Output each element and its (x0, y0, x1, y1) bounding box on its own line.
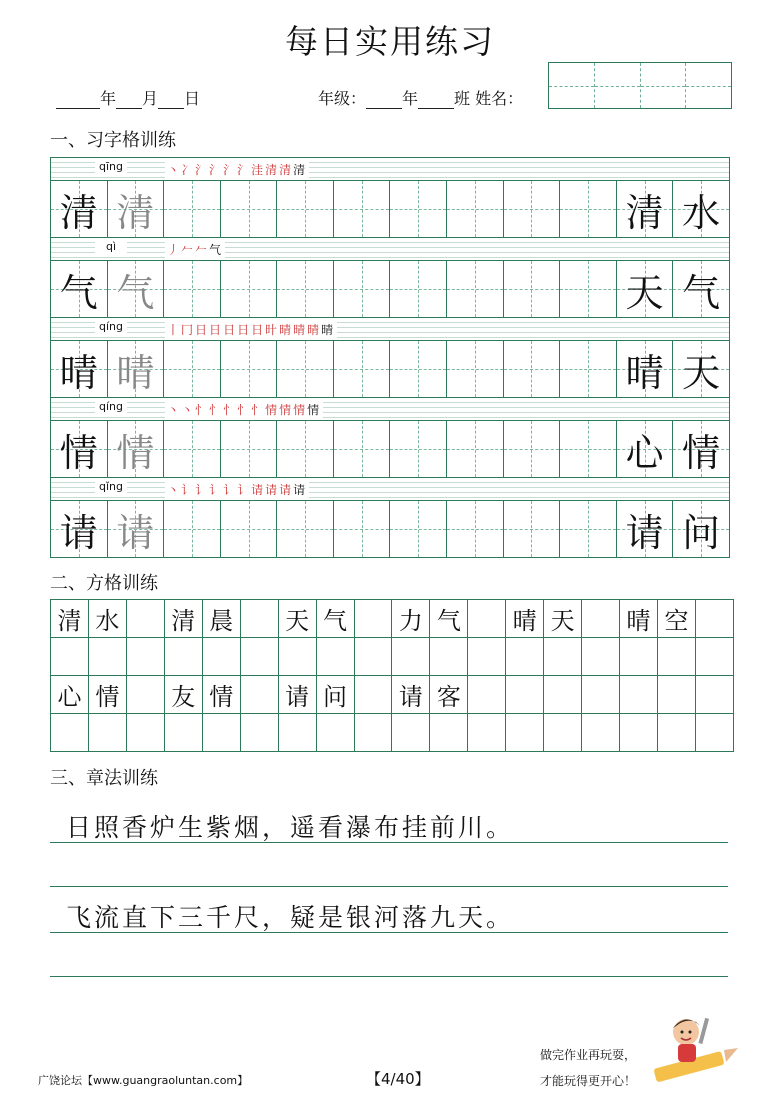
page-title: 每日实用练习 (285, 22, 495, 61)
square-cell[interactable] (279, 638, 317, 675)
grade-line (318, 86, 523, 109)
tian-grid-cell[interactable] (51, 341, 108, 397)
square-cell[interactable] (355, 638, 393, 675)
pinyin-row (51, 158, 729, 181)
square-row (51, 714, 733, 751)
square-cell[interactable] (355, 714, 393, 751)
writing-line (50, 976, 728, 977)
stroke-step: 情 (279, 403, 294, 417)
square-cell[interactable] (203, 638, 241, 675)
grid-character: 清 (625, 190, 664, 235)
motto-line-2: 才能玩得更开心！ (540, 1074, 637, 1088)
pencil-boy-illustration (648, 1010, 740, 1092)
stroke-step: 讠 (223, 483, 238, 497)
square-cell[interactable]: 晴 (506, 600, 544, 637)
tian-grid-cell[interactable] (504, 501, 561, 557)
tian-grid-cell[interactable] (51, 421, 108, 477)
stroke-step: 氵 (209, 163, 224, 177)
stroke-step: 忄 (237, 403, 252, 417)
stroke-step: 讠 (209, 483, 224, 497)
square-cell[interactable] (165, 714, 203, 751)
stroke-step: 清 (293, 163, 308, 177)
stroke-step: 忄 (223, 403, 238, 417)
date-line (56, 86, 200, 109)
square-cell[interactable] (392, 714, 430, 751)
sentence-2: 飞流直下三千尺，疑是银河落九天。 (66, 903, 515, 932)
tian-grid-cell[interactable] (221, 341, 278, 397)
tian-grid-cell[interactable] (277, 341, 334, 397)
square-cell[interactable] (317, 714, 355, 751)
grid-character: 水 (682, 190, 721, 235)
tian-grid-cell[interactable] (447, 181, 504, 237)
stroke-step: 丶 (167, 403, 182, 417)
sentence-1: 日照香炉生紫烟，遥看瀑布挂前川。 (66, 813, 515, 842)
tian-grid-cell[interactable] (51, 501, 108, 557)
character-cell-row (51, 501, 729, 557)
tian-grid-cell[interactable] (390, 501, 447, 557)
pinyin-label: qíng (95, 400, 127, 413)
stroke-order (165, 321, 337, 338)
practice-grid (50, 157, 730, 558)
stroke-step: 请 (279, 483, 294, 497)
stroke-step: 旪 (265, 323, 280, 337)
square-cell[interactable]: 气 (317, 600, 355, 637)
tian-grid-cell[interactable] (277, 181, 334, 237)
square-cell[interactable]: 客 (430, 676, 468, 713)
square-cell[interactable]: 清 (165, 600, 203, 637)
grid-character: 请 (116, 510, 155, 555)
class-blank[interactable] (418, 92, 454, 109)
tian-grid-cell[interactable] (334, 501, 391, 557)
character-cell-row (51, 341, 729, 398)
tian-grid-cell[interactable] (334, 421, 391, 477)
tian-grid-cell[interactable] (277, 501, 334, 557)
tian-grid-cell[interactable] (560, 261, 617, 317)
tian-grid-cell[interactable] (164, 181, 221, 237)
square-cell[interactable] (582, 600, 620, 637)
square-cell[interactable] (241, 676, 279, 713)
square-cell[interactable] (506, 638, 544, 675)
square-grid (50, 599, 734, 752)
stroke-step: 日 (223, 323, 238, 337)
name-grid[interactable] (548, 62, 732, 109)
stroke-step: 请 (265, 483, 280, 497)
grade-blank[interactable] (366, 92, 402, 109)
tian-grid-cell[interactable] (673, 421, 729, 477)
grid-character: 气 (682, 270, 721, 315)
square-cell[interactable] (696, 600, 733, 637)
square-cell[interactable]: 天 (544, 600, 582, 637)
grid-character: 清 (59, 190, 98, 235)
tian-grid-cell[interactable] (334, 261, 391, 317)
stroke-step: 丿 (167, 243, 182, 257)
square-cell[interactable] (317, 638, 355, 675)
square-cell[interactable] (355, 676, 393, 713)
tian-grid-cell[interactable] (51, 181, 108, 237)
square-cell[interactable]: 清 (51, 600, 89, 637)
stroke-step: 讠 (237, 483, 252, 497)
tian-grid-cell[interactable] (560, 501, 617, 557)
square-row (51, 638, 733, 676)
square-cell[interactable] (582, 676, 620, 713)
grid-character: 天 (625, 270, 664, 315)
square-cell[interactable] (241, 600, 279, 637)
square-cell[interactable] (89, 638, 127, 675)
pinyin-label: qīng (95, 160, 127, 173)
tian-grid-cell[interactable] (560, 341, 617, 397)
square-cell[interactable]: 晨 (203, 600, 241, 637)
tian-grid-cell[interactable] (164, 341, 221, 397)
tian-grid-cell[interactable] (447, 421, 504, 477)
stroke-step: 晴 (307, 323, 322, 337)
square-cell[interactable] (544, 676, 582, 713)
square-cell[interactable]: 气 (430, 600, 468, 637)
stroke-step: 忄 (195, 403, 210, 417)
tian-grid-cell[interactable] (108, 341, 165, 397)
stroke-step: 清 (265, 163, 280, 177)
square-cell[interactable] (468, 676, 506, 713)
tian-grid-cell[interactable] (673, 501, 729, 557)
square-cell[interactable] (620, 676, 658, 713)
tian-grid-cell[interactable] (390, 261, 447, 317)
tian-grid-cell[interactable] (560, 181, 617, 237)
tian-grid-cell[interactable] (164, 261, 221, 317)
tian-grid-cell[interactable] (447, 501, 504, 557)
writing-line (50, 886, 728, 887)
grid-character: 天 (682, 350, 721, 395)
section-1-heading: 一、习字格训练 (50, 130, 176, 151)
stroke-step: 日 (251, 323, 266, 337)
square-cell[interactable] (468, 714, 506, 751)
stroke-order (165, 241, 225, 258)
tian-grid-cell[interactable] (504, 421, 561, 477)
square-cell[interactable] (506, 714, 544, 751)
stroke-step: 忄 (209, 403, 224, 417)
month-label: 月 (142, 89, 159, 108)
grade-label: 年级： (318, 89, 367, 108)
grid-character: 情 (682, 430, 721, 475)
square-cell[interactable] (658, 714, 696, 751)
stroke-step: 情 (293, 403, 308, 417)
tian-grid-cell[interactable] (221, 261, 278, 317)
grid-character: 情 (59, 430, 98, 475)
square-cell[interactable] (241, 638, 279, 675)
square-cell[interactable]: 心 (51, 676, 89, 713)
square-cell[interactable] (127, 600, 165, 637)
stroke-step: 冂 (181, 323, 196, 337)
practice-row (51, 478, 729, 557)
tian-grid-cell[interactable] (277, 261, 334, 317)
stroke-step: 清 (279, 163, 294, 177)
square-cell[interactable] (355, 600, 393, 637)
practice-row (51, 318, 729, 398)
stroke-step: 日 (209, 323, 224, 337)
motto-line-1: 做完作业再玩耍， (540, 1048, 637, 1062)
stroke-step: 丨 (167, 323, 182, 337)
character-cell-row (51, 181, 729, 238)
square-cell[interactable] (468, 638, 506, 675)
practice-row (51, 398, 729, 478)
square-cell[interactable] (127, 638, 165, 675)
square-cell[interactable] (582, 714, 620, 751)
square-cell[interactable] (203, 714, 241, 751)
page-number: 【4/40】 (366, 1070, 430, 1088)
month-blank[interactable] (116, 92, 142, 109)
day-label: 日 (184, 89, 201, 108)
pinyin-label: qǐng (95, 480, 127, 493)
square-cell[interactable] (279, 714, 317, 751)
tian-grid-cell[interactable] (617, 421, 674, 477)
grid-character: 心 (625, 430, 664, 475)
square-cell[interactable]: 友 (165, 676, 203, 713)
section-3-heading: 三、章法训练 (50, 768, 158, 789)
square-cell[interactable] (468, 600, 506, 637)
square-cell[interactable]: 情 (203, 676, 241, 713)
pinyin-row (51, 398, 729, 421)
square-cell[interactable]: 力 (392, 600, 430, 637)
tian-grid-cell[interactable] (334, 341, 391, 397)
square-cell[interactable] (89, 714, 127, 751)
square-cell[interactable]: 请 (279, 676, 317, 713)
square-cell[interactable] (392, 638, 430, 675)
square-cell[interactable] (544, 638, 582, 675)
writing-line (50, 932, 728, 933)
grid-character: 请 (59, 510, 98, 555)
square-cell[interactable] (127, 676, 165, 713)
stroke-step: 丶 (167, 483, 182, 497)
stroke-step: 请 (293, 483, 308, 497)
square-cell[interactable] (620, 714, 658, 751)
square-cell[interactable] (51, 714, 89, 751)
stroke-step: 𠂉 (195, 243, 210, 257)
square-cell[interactable] (127, 714, 165, 751)
square-cell[interactable] (658, 638, 696, 675)
tian-grid-cell[interactable] (221, 501, 278, 557)
square-cell[interactable] (582, 638, 620, 675)
square-cell[interactable]: 水 (89, 600, 127, 637)
square-cell[interactable]: 问 (317, 676, 355, 713)
character-cell-row (51, 261, 729, 318)
tian-grid-cell[interactable] (221, 421, 278, 477)
square-cell[interactable] (430, 714, 468, 751)
square-cell[interactable]: 请 (392, 676, 430, 713)
stroke-order (165, 481, 309, 498)
square-cell[interactable] (658, 676, 696, 713)
grade-year-label: 年 (402, 89, 419, 108)
tian-grid-cell[interactable] (108, 421, 165, 477)
tian-grid-cell[interactable] (51, 261, 108, 317)
stroke-step: 洼 (251, 163, 266, 177)
writing-line (50, 842, 728, 843)
pinyin-row (51, 318, 729, 341)
stroke-step: 𠂉 (181, 243, 196, 257)
grid-character: 晴 (625, 350, 664, 395)
grid-character: 情 (116, 430, 155, 475)
square-cell[interactable]: 晴 (620, 600, 658, 637)
square-cell[interactable] (430, 638, 468, 675)
square-cell[interactable]: 情 (89, 676, 127, 713)
tian-grid-cell[interactable] (504, 181, 561, 237)
tian-grid-cell[interactable] (447, 261, 504, 317)
pinyin-row (51, 238, 729, 261)
tian-grid-cell[interactable] (164, 501, 221, 557)
stroke-step: 丶 (181, 403, 196, 417)
stroke-step: 情 (307, 403, 322, 417)
stroke-step: 气 (209, 243, 224, 257)
stroke-order (165, 401, 323, 418)
grid-character: 晴 (59, 350, 98, 395)
tian-grid-cell[interactable] (390, 181, 447, 237)
stroke-step: 氵 (223, 163, 238, 177)
square-cell[interactable] (696, 714, 733, 751)
tian-grid-cell[interactable] (673, 261, 729, 317)
tian-grid-cell[interactable] (390, 341, 447, 397)
tian-grid-cell[interactable] (164, 421, 221, 477)
tian-grid-cell[interactable] (617, 181, 674, 237)
footer-site: 广饶论坛【www.guangraoluntan.com】 (38, 1074, 249, 1087)
tian-grid-cell[interactable] (560, 421, 617, 477)
tian-grid-cell[interactable] (221, 181, 278, 237)
tian-grid-cell[interactable] (617, 261, 674, 317)
practice-row (51, 238, 729, 318)
tian-grid-cell[interactable] (617, 501, 674, 557)
grid-character: 晴 (116, 350, 155, 395)
stroke-step: 日 (195, 323, 210, 337)
square-cell[interactable] (51, 638, 89, 675)
tian-grid-cell[interactable] (334, 181, 391, 237)
section-2-heading: 二、方格训练 (50, 573, 158, 594)
tian-grid-cell[interactable] (390, 421, 447, 477)
square-cell[interactable] (241, 714, 279, 751)
square-cell[interactable] (544, 714, 582, 751)
stroke-step: 晴 (279, 323, 294, 337)
grid-character: 清 (116, 190, 155, 235)
tian-grid-cell[interactable] (504, 261, 561, 317)
practice-row (51, 158, 729, 238)
character-cell-row (51, 421, 729, 478)
square-cell[interactable] (696, 638, 733, 675)
tian-grid-cell[interactable] (447, 341, 504, 397)
tian-grid-cell[interactable] (277, 421, 334, 477)
stroke-step: 冫 (181, 163, 196, 177)
stroke-step: 情 (265, 403, 280, 417)
tian-grid-cell[interactable] (504, 341, 561, 397)
stroke-step: 忄 (251, 403, 266, 417)
square-cell[interactable] (165, 638, 203, 675)
stroke-step: 丶 (167, 163, 182, 177)
stroke-step: 讠 (195, 483, 210, 497)
square-cell[interactable] (696, 676, 733, 713)
tian-grid-cell[interactable] (617, 341, 674, 397)
grid-character: 请 (625, 510, 664, 555)
grid-character: 气 (116, 270, 155, 315)
grid-character: 问 (682, 510, 721, 555)
tian-grid-cell[interactable] (673, 181, 729, 237)
stroke-step: 氵 (195, 163, 210, 177)
pinyin-label: qì (95, 240, 127, 253)
tian-grid-cell[interactable] (108, 261, 165, 317)
tian-grid-cell[interactable] (108, 501, 165, 557)
year-label: 年 (100, 89, 117, 108)
pinyin-row (51, 478, 729, 501)
stroke-step: 请 (251, 483, 266, 497)
stroke-step: 日 (237, 323, 252, 337)
grid-character: 气 (59, 270, 98, 315)
square-row (51, 676, 733, 714)
name-label: 姓名： (475, 89, 524, 108)
square-cell[interactable]: 天 (279, 600, 317, 637)
square-cell[interactable] (620, 638, 658, 675)
year-blank[interactable] (56, 92, 100, 109)
square-cell[interactable]: 空 (658, 600, 696, 637)
stroke-order (165, 161, 309, 178)
tian-grid-cell[interactable] (673, 341, 729, 397)
stroke-step: 晴 (321, 323, 336, 337)
tian-grid-cell[interactable] (108, 181, 165, 237)
square-cell[interactable] (506, 676, 544, 713)
stroke-step: 氵 (237, 163, 252, 177)
stroke-step: 讠 (181, 483, 196, 497)
pinyin-label: qíng (95, 320, 127, 333)
class-label: 班 (454, 89, 471, 108)
square-row (51, 600, 733, 638)
day-blank[interactable] (158, 92, 184, 109)
stroke-step: 晴 (293, 323, 308, 337)
